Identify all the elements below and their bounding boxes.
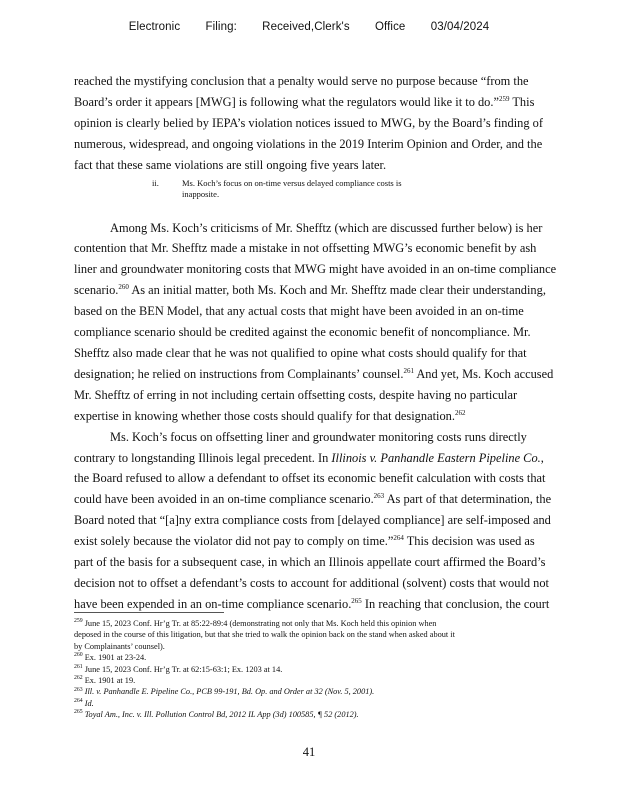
footnote: $^{264}$ Id. [74,698,94,708]
body-line: Board noted that “[a]ny extra compliance costs from [delayed compliance] are self-imposed and [74,513,551,528]
body-line: compliance scenario should be credited against the economic benefit of noncompliance. Mr. [74,325,531,340]
body-line: liner and groundwater monitoring costs that MWG might have avoided in an on-time compliance [74,262,557,277]
body-line: contention that Mr. Shefftz made a mistake in not offsetting MWG’s economic benefit by ash [74,241,537,256]
body-line: Among Ms. Koch’s criticisms of Mr. Shefftz (which are discussed further below) is her [110,220,543,235]
case-name: Illinois v. Panhandle Eastern Pipeline Co. [331,450,541,465]
body-line: part of the basis for a subsequent case, in which an Illinois appellate court affirmed the Board’s [74,555,546,570]
body-line: numerous, widespread, and ongoing violations in the 2019 Interim Opinion and Order, and the [74,136,543,151]
footnote: $^{261}$ June 15, 2023 Conf. Hr’g Tr. at 62:15-63:1; Ex. 1203 at 14. [74,663,283,674]
body-line: opinion is clearly belied by IEPA’s violation notices issued to MWG, by the Board’s finding of [74,115,543,130]
body-line: designation; he relied on instructions from Complainants’ counsel.$^{261}$ And yet, Ms. Koch accused [74,366,554,381]
page-number: 41 [302,745,316,759]
filing-header [0,21,618,33]
footnote-ref[interactable]: 262 [454,408,466,417]
footnote-ref[interactable]: 259 [498,94,510,103]
footnote: $^{259}$ June 15, 2023 Conf. Hr’g Tr. at 85:22-89:4 (demonstrating not only that Ms. Koch held this opinion when [74,618,437,628]
header-date: 03/04/2024 [430,21,490,33]
body-line: expertise in knowing whether those costs should qualify for that designation.$^{262}$ [74,408,466,423]
footnotes [74,618,594,721]
footnote: $^{265}$ Toyal Am., Inc. v. Ill. Pollution Control Bd, 2012 IL App (3d) 100585, ¶ 52 (2012). [74,709,359,720]
header-received: Received,Clerk's [262,21,350,33]
footnote-continuation: deposed in the course of this litigation, but that she tried to walk the opinion back on the stand when asked about it [74,630,455,640]
header-filing: Filing: [205,21,237,33]
body-line: scenario.$^{260}$ As an initial matter, both Ms. Koch and Mr. Shefftz made clear their understanding, [74,283,546,298]
body-line: Board’s order it appears [MWG] is following what the regulators would like it to do.”$^{259}$ This [74,94,535,109]
footnote-ref[interactable]: 263 [373,492,385,501]
body-line: decision not to offset a defendant’s costs to account for additional (solvent) costs that would not [74,575,549,590]
body-line: Shefftz also made clear that he was not qualified to opine what costs should qualify for that [74,345,527,360]
body-line: Ms. Koch’s focus on offsetting liner and groundwater monitoring costs runs directly [110,429,527,444]
subheading-number: ii. [152,178,159,188]
body-line: reached the mystifying conclusion that a penalty would serve no purpose because “from the [74,74,529,88]
body-line: could have been avoided in an on-time compliance scenario.$^{263}$ As part of that determination, the [74,492,552,507]
body-line: have been expended in an on-time compliance scenario.$^{265}$ In reaching that conclusion, the court [74,596,550,611]
body-line: Mr. Shefftz of erring in not including certain offsetting costs, despite having no particular [74,387,518,402]
body-text [74,71,588,615]
footnote: $^{260}$ Ex. 1901 at 23-24. [74,652,147,663]
footnote-ref[interactable]: 264 [393,534,404,542]
footnote-ref[interactable]: 261 [403,366,414,375]
footnote: $^{263}$ Ill. v. Panhandle E. Pipeline Co., PCB 99-191, Bd. Op. and Order at 32 (Nov. 5, 2001). [74,686,375,697]
footnote-continuation: by Complainants’ counsel). [74,641,165,651]
body-line: contrary to longstanding Illinois legal precedent. In Illinois v. Panhandle Eastern Pipeline Co., [74,450,544,465]
section-subheading [152,178,402,200]
body-line: based on the BEN Model, that any actual costs that might have been avoided in an on-time [74,304,524,319]
footnote-divider [74,612,224,613]
header-electronic: Electronic [128,21,181,33]
footnote: $^{262}$ Ex. 1901 at 19. [74,675,136,686]
footnote-ref[interactable]: 260 [118,283,129,292]
subheading-title-line2: inapposite. [182,189,220,199]
body-line: the Board refused to allow a defendant to offset its economic benefit calculation with costs that [74,471,546,486]
header-office: Office [375,21,406,33]
subheading-title-line1: Ms. Koch’s focus on on-time versus delayed compliance costs is [182,178,402,188]
body-line: exist solely because the violator did not pay to comply on time.”$^{264}$ This decision was used as [74,534,535,549]
footnote-ref[interactable]: 265 [351,596,362,605]
body-line: fact that these same violations are still ongoing five years later. [74,157,387,172]
